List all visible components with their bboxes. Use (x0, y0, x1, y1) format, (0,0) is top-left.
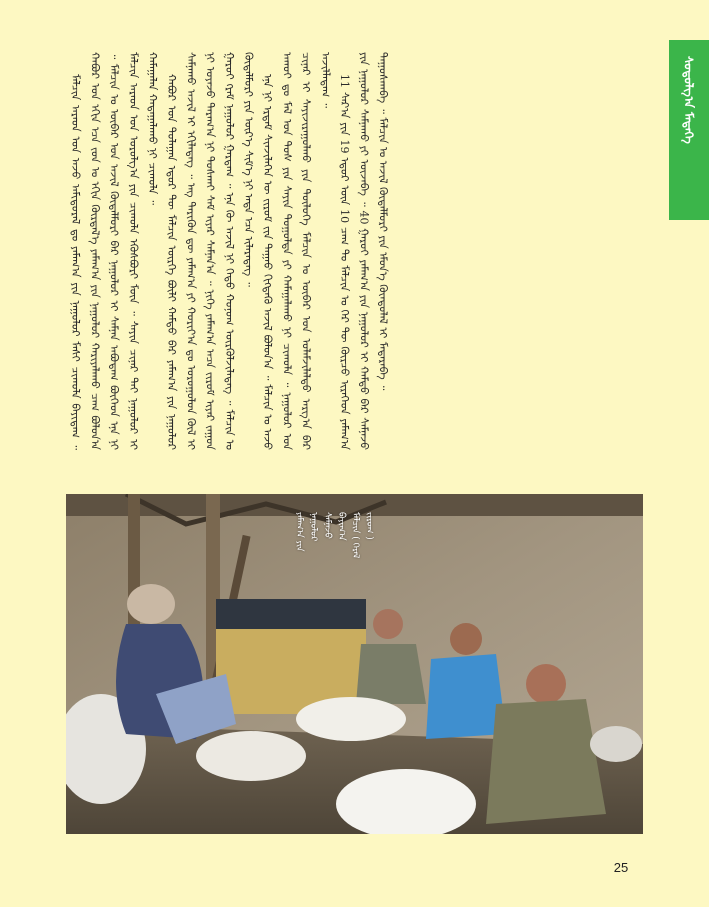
article-paragraph: ᠮᠠᠯᠴᠢᠨ ᠠᠷᠠᠳ ᠤᠨ ᠠᠵᠤ ᠠᠮᠢᠳᠤᠷᠠᠯ ᠳᠤ ᠶᠠᠮᠠᠭ᠎ᠠ ᠶᠢᠨ ᠨᠠᠭᠤᠯᠤᠷ ᠮᠠᠰᠢ ᠴᠢᠬᠤᠯᠠ ᠪᠠᠶᠢᠳᠠᠭ ᠃ ᠬᠠᠪᠤᠷ ᠤᠨ ᠡᠬᠢᠨ ᠡᠴᠡ ᠵᠤᠨ ᠤ ᠡᠬᠢᠨ ᠬᠦᠷᠲᠡᠯ᠎ᠡ ᠶᠠᠮᠠᠭ᠎ᠠ ᠶᠢᠨ ᠨᠠᠭᠤᠯᠤᠷ ᠬᠠᠷᠢᠶᠠᠯᠠᠬᠤ ᠴᠠᠭ ᠪᠣᠯᠤᠨ᠎ᠠ ᠃ ᠮᠠᠯᠴᠢᠨ ᠤ ᠥᠪᠡᠷ ᠤᠨ ᠠᠵᠢᠯ ᠬᠥᠳᠡᠯᠮᠦᠷᠢ ᠪᠡᠷ ᠨᠠᠭᠤᠯᠤᠷ ᠢ ᠰᠠᠮᠨᠠᠨ ᠠᠪᠤᠳᠠᠭ ᠪᠥᠭᠡᠳ ᠡᠨᠡ ᠨᠢ ᠮᠠᠯᠴᠢᠨ ᠠᠷᠠᠳ ᠤᠨ ᠣᠷᠤᠯᠭ᠎ᠠ ᠶᠢᠨ ᠴᠢᠬᠤᠯᠠ ᠡᠬᠦᠰᠪᠦᠷᠢ ᠮᠥᠨ ᠃ ᠰᠠᠶᠢᠨ ᠴᠢᠨᠠᠷ ᠲᠠᠶ ᠨᠠᠭᠤᠯᠤᠷ ᠢ ᠬᠠᠮᠠᠭᠠᠯᠠᠨ ᠬᠠᠳᠠᠭᠠᠯᠠᠬᠤ ᠨᠢ ᠴᠢᠬᠤᠯᠠ ᠃ (69, 52, 160, 450)
caption-line: ᠪᠠᠶᠢᠭ᠎ᠠ (336, 512, 346, 541)
person-headscarf (127, 584, 175, 624)
article-paragraph: 11 ᠰᠠᠷ᠎ᠠ ᠶᠢᠨ 19 ᠡᠳᠦᠷ ᠦᠨ 10 ᠴᠠᠭ ᠲᠤ ᠮᠠᠯᠴᠢᠨ ᠤ ᠭᠡᠷ ᠲᠦ ᠬᠦᠷᠴᠦ ᠢᠷᠡᠭᠡᠳ ᠶᠠᠮᠠᠭ᠎ᠠ ᠶᠢᠨ ᠨᠠᠭᠤᠯᠤᠷ ᠰᠠᠮᠨᠠᠬᠤ ᠶᠢ ᠦᠵᠡᠪᠡ ᠃ 40 ᠭᠠᠷᠤᠢ ᠶᠠᠮᠠᠭ᠎ᠠ ᠶᠢᠨ ᠨᠠᠭᠤᠯᠤᠷ ᠢ ᠬᠠᠮᠲᠤ ᠪᠡᠷ ᠰᠠᠮᠨᠠᠵᠤ ᠳᠠᠭᠤᠰᠭᠠᠪᠠ ᠃ ᠮᠠᠯᠴᠢᠨ ᠤ ᠠᠵᠢᠯ ᠬᠥᠳᠡᠯᠮᠦᠷᠢ ᠶᠢᠨ ᠡᠮᠦᠨ᠎ᠡ ᠬᠦᠨᠳᠦᠯᠡᠯ ᠢ ᠮᠡᠳᠡᠷᠡᠪᠡ ᠃ (338, 52, 390, 450)
page-number: 25 (613, 860, 629, 875)
caption-line: ᠨᠠᠭᠤᠯᠤᠷ (308, 512, 318, 542)
article-body (66, 52, 640, 450)
caption-line: ᠰᠠᠮᠨᠠᠵᠤ (322, 512, 332, 539)
article-paragraph: ᠡᠨᠡ ᠨᠢ ᠡᠷᠳᠡᠮ ᠰᠢᠨᠵᠢᠯᠡᠭᠡᠨ ᠦ ᠵᠢᠷᠤᠮ ᠵᠢᠨ ᠳᠠᠭᠠᠤ ᠬᠢᠭᠳᠡᠬᠦ ᠠᠵᠢᠯ ᠪᠣᠯᠤᠨ᠎ᠠ ᠃ ᠮᠠᠯᠴᠢᠨ ᠤ ᠠᠵᠤ ᠠᠬᠤᠢ ᠳᠤ ᠮᠠᠯ ᠤᠨ ᠲᠤᠰ ᠶᠢᠨ ᠰᠠᠶᠢᠨ ᠲᠤᠭᠤᠯᠳᠠ ᠶᠢ ᠬᠠᠮᠠᠭᠠᠯᠠᠬᠤ ᠨᠢ ᠴᠢᠬᠤᠯᠠ ᠃ ᠨᠠᠭᠤᠯᠤᠷ ᠤᠨ ᠴᠢᠨᠠᠷ ᠢ ᠰᠠᠶᠢᠵᠢᠷᠠᠭᠤᠯᠬᠤ ᠶᠢᠨ ᠲᠥᠯᠦᠭᠡ ᠮᠠᠯᠴᠢᠨ ᠤ ᠥᠪᠡᠷ ᠤᠨ ᠤᠯᠠᠮᠵᠢᠯᠠᠯᠲᠤ ᠠᠷᠭ᠎ᠠ ᠪᠠᠷ ᠠᠵᠢᠯᠯᠠᠳᠠᠭ ᠃ (261, 52, 332, 450)
person-camo-uniform (486, 699, 606, 824)
caption-line: ᠮᠠᠯᠴᠢᠨ ( ᠭᠡᠷᠡᠯ (350, 512, 360, 559)
caption-line: ᠵᠢᠷᠤᠭ ) (364, 512, 374, 540)
article-paragraph: ᠬᠠᠪᠤᠷ ᠤᠨ ᠳᠤᠯᠠᠭᠠᠨ ᠡᠳᠦᠷ ᠲᠦ ᠮᠠᠯᠴᠢᠨ ᠥᠷᠭᠡ ᠪᠦᠯᠢ ᠬᠠᠮᠲᠤ ᠪᠡᠷ ᠶᠠᠮᠠᠭ᠎ᠠ ᠶᠢᠨ ᠨᠠᠭᠤᠯᠤᠷ ᠰᠠᠮᠨᠠᠬᠤ ᠠᠵᠢᠯ ᠢ ᠡᠬᠢᠯᠡᠳᠡᠭ ᠃ ᠡᠩ ᠲᠡᠷᠢᠭᠦᠨ ᠳᠦ ᠶᠠᠮᠠᠭ᠎ᠠ ᠶᠢ ᠬᠣᠷᠢᠶ᠎ᠠ ᠳᠤ ᠤᠷᠤᠭᠤᠯᠤᠨ ᠬᠥᠯ ᠢ ᠨᠢ ᠤᠶᠠᠵᠤ ᠳᠠᠷᠠᠭ᠎ᠠ ᠨᠢ ᠲᠤᠰᠭᠠᠢ ᠰᠠᠮ ᠢᠶᠠᠷ ᠰᠠᠮᠨᠠᠨ᠎ᠠ ᠃ ᠨᠢᠭᠡ ᠶᠠᠮᠠᠭ᠎ᠠ ᠠᠴᠠ ᠵᠢᠷᠤᠮ ᠢᠶᠠᠷ ᠵᠠᠭᠤᠨ ᠭᠠᠷᠤᠢ ᠭᠷᠡᠮ ᠨᠠᠭᠤᠯᠤᠷ ᠭᠠᠷᠳᠠᠭ ᠃ ᠡᠨᠡ ᠬᠦ ᠠᠵᠢᠯ ᠨᠢ ᠬᠡᠳᠦ ᠬᠣᠨᠤᠭ ᠦᠷᠭᠦᠯᠵᠢᠯᠡᠳᠡᠭ ᠃ ᠮᠠᠯᠴᠢᠨ ᠤ ᠬᠥᠳᠡᠯᠮᠦᠷᠢ ᠶᠢᠨ ᠦᠷ᠎ᠡ ᠰᠢᠮ᠎ᠡ ᠨᠢ ᠡᠨᠳᠡ ᠡᠴᠡ ᠢᠯᠡᠷᠡᠳᠡᠭ ᠃ (165, 52, 256, 450)
goat (196, 731, 306, 781)
person-blue-jacket (426, 654, 506, 739)
caption-line: ᠶᠠᠮᠠᠭ᠎ᠠ ᠶᠢᠨ (294, 512, 304, 552)
goat (296, 697, 406, 741)
section-tab (669, 40, 709, 220)
section-tab-title: ᠰᠤᠳᠤᠯᠭ᠎ᠠ ᠮᠡᠳᠡᠭᠡ (681, 56, 696, 144)
photo-caption (292, 512, 442, 632)
